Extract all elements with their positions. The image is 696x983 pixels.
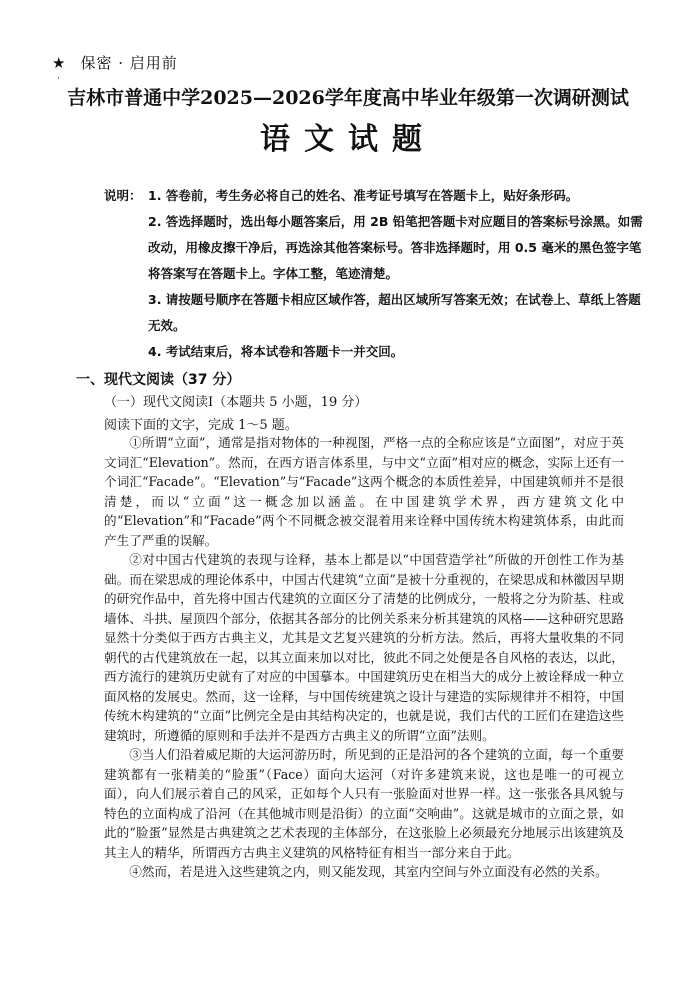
instructions-block: [104, 183, 644, 365]
confidential-label: 保密 · 启用前: [80, 54, 178, 72]
exam-title: 吉林市普通中学2025—2026学年度高中毕业年级第一次调研测试: [67, 87, 629, 109]
star-icon: ★: [52, 54, 67, 72]
reading-passage: [104, 433, 624, 882]
note-item: 4. 考试结束后，将本试卷和答题卡一并交回。: [148, 344, 404, 359]
paragraph: ③当人们沿着威尼斯的大运河游历时，所见到的正是沿河的各个建筑的立面，每一个重要建筑都有一张精美的“脸蛋”（Face）面向大运河（对许多建筑来说，这也是唯一的可视立面），向人们展示着自己的风采，正如每个人只有一张脸面对世界一样。这一张张各具风貌与特色的立面构成了沿河（在其他城市则是沿街）的立面“交响曲”。这就是城市的立面之景，如此的“脸蛋”显然是古典建筑之艺术表现的主体部分，在这张脸上必须最充分地展示出该建筑及其主人的精华，所谓西方古典主义建筑的风格特征有相当一部分来自于此。: [104, 747, 624, 860]
paragraph: ②对中国古代建筑的表现与诠释，基本上都是以“中国营造学社”所做的开创性工作为基础。而在梁思成的理论体系中，中国古代建筑“立面”是被十分重视的，在梁思成和林徽因早期的研究作品中，首先将中国古代建筑的立面区分了清楚的比例成分，一般将之分为阶基、柱或墙体、斗拱、屋顶四个部分，依据其各部分的比例关系来分析其建筑的风格——这种研究思路显然十分类似于西方古典主义，尤其是文艺复兴建筑的分析方法。然后，再将大量收集的不同朝代的古代建筑放在一起，以其立面来加以对比，彼此不同之处便是各自风格的表达，以此，西方流行的建筑历史就有了对应的中国摹本。中国建筑历史在相当大的成分上被诠释成一种立面风格的发展史。然而，这一诠释，与中国传统建筑之设计与建造的实际规律并不相符，中国传统木构建筑的“立面”比例完全是由其结构决定的，也就是说，我们古代的工匠们在建造这些建筑时，所遵循的原则和手法并不是西方古典主义的所谓“立面”法则。: [104, 552, 624, 743]
paragraph: ①所谓“立面”，通常是指对物体的一种视图，严格一点的全称应该是“立面图”，对应于英文词汇“Elevation”。然而，在西方语言体系里，与中文“立面”相对应的概念，实际上还有一个词汇“Facade”。“Elevation”与“Facade”这两个概念的本质性差异，中国建筑师并不是很清楚，而以“立面”这一概念加以涵盖。在中国建筑学术界，西方建筑文化中的“Elevation”和“Facade”两个不同概念被交混着用来诠释中国传统木构建筑体系，由此而产生了严重的误解。: [104, 435, 624, 548]
confidential-mark: [52, 52, 178, 73]
note-item: 3. 请按题号顺序在答题卡相应区域作答，超出区域所写答案无效；在试卷上、草纸上答题无效。: [148, 292, 641, 333]
paragraph: ④然而，若是进入这些建筑之内，则又能发现，其室内空间与外立面没有必然的关系。: [129, 864, 608, 879]
subsection-heading: （一）现代文阅读Ⅰ（本题共 5 小题，19 分）: [104, 395, 368, 410]
note-item: 2. 答选择题时，选出每小题答案后，用 2B 铅笔把答题卡对应题目的答案标号涂黑。如需改动，用橡皮擦干净后，再选涂其他答案标号。答非选择题时，用 0.5 毫米的黑色签字笔将答案写在答题卡上。字体工整，笔迹清楚。: [148, 214, 643, 281]
note-item: 1. 答卷前，考生务必将自己的姓名、准考证号填写在答题卡上，贴好条形码。: [148, 188, 579, 203]
reading-instruction: 阅读下面的文字，完成 1～5 题。: [104, 418, 298, 433]
subject-title: 语文试题: [260, 122, 436, 157]
dot-mark: ·: [57, 74, 60, 84]
notes-label: 说明：: [104, 188, 142, 203]
section-heading: 一、现代文阅读（37 分）: [76, 372, 241, 388]
